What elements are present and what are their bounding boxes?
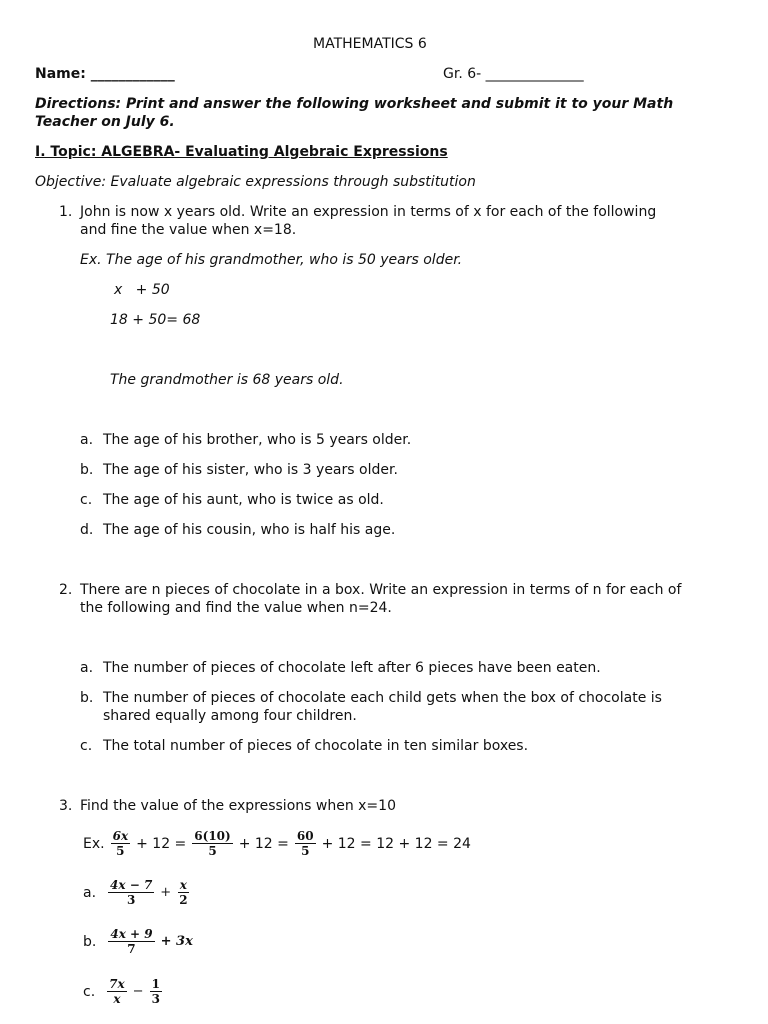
name-field-label: Name: ____________ <box>35 66 175 82</box>
q1-item-text: The age of his cousin, who is half his age. <box>103 522 396 538</box>
math-operator: − <box>132 984 144 999</box>
q1-item-letter: c. <box>80 492 93 508</box>
math-tail-text: + 3x <box>160 934 193 949</box>
fraction-numerator: 60 <box>296 829 314 843</box>
question-1-line-2: and fine the value when x=18. <box>80 222 297 238</box>
q1-item-text: The age of his aunt, who is twice as old. <box>103 492 384 508</box>
fraction-denominator: 5 <box>116 844 125 858</box>
q3-item-a-row <box>83 878 192 907</box>
question-1-example: Ex. The age of his grandmother, who is 50 years older. <box>80 252 463 268</box>
fraction-denominator: 5 <box>208 844 217 858</box>
q1-item-letter: d. <box>80 522 94 538</box>
q3-item-c-row <box>83 977 164 1006</box>
fraction-numerator: x <box>179 878 187 892</box>
q3-example-label: Ex. <box>83 835 105 852</box>
math-result-text: + 12 = 12 + 12 = 24 <box>321 835 471 852</box>
grade-field-label: Gr. 6- ______________ <box>443 66 584 82</box>
fraction <box>150 977 162 1006</box>
q3-item-b-row <box>83 927 193 956</box>
fraction-denominator: 7 <box>127 942 136 956</box>
fraction <box>111 829 131 858</box>
fraction-numerator: 4x − 7 <box>110 878 153 892</box>
math-operator-text: + 12 = <box>136 835 187 852</box>
q2-item-text-continued: shared equally among four children. <box>103 708 357 724</box>
topic-heading: I. Topic: ALGEBRA- Evaluating Algebraic Expressions <box>35 144 448 160</box>
fraction-denominator: 3 <box>151 992 160 1006</box>
question-2-line-2: the following and find the value when n=24. <box>80 600 392 616</box>
q3-item-letter: b. <box>83 933 97 950</box>
fraction <box>177 878 189 907</box>
directions-line-1: Directions: Print and answer the following worksheet and submit it to your Math <box>35 96 674 112</box>
question-1-example-expression: x + 50 <box>114 282 170 298</box>
math-operator-text: + 12 = <box>238 835 289 852</box>
fraction <box>108 927 154 956</box>
q2-item-letter: b. <box>80 690 94 706</box>
fraction-denominator: 5 <box>301 844 310 858</box>
q3-item-letter: c. <box>83 983 96 1000</box>
question-1-number: 1. <box>59 204 73 220</box>
q1-item-text: The age of his brother, who is 5 years older. <box>103 432 412 448</box>
fraction <box>107 977 127 1006</box>
question-1-example-answer: The grandmother is 68 years old. <box>110 372 344 388</box>
fraction-numerator: 6(10) <box>194 829 231 843</box>
question-2-line-1: There are n pieces of chocolate in a box. Write an expression in terms of n for each of <box>80 582 682 598</box>
fraction-denominator: x <box>113 992 121 1006</box>
fraction-numerator: 6x <box>112 829 129 843</box>
question-1-example-calculation: 18 + 50= 68 <box>110 312 201 328</box>
fraction-denominator: 3 <box>126 893 136 907</box>
q2-item-text: The number of pieces of chocolate left after 6 pieces have been eaten. <box>103 660 601 676</box>
fraction <box>108 878 154 907</box>
question-3-line-1: Find the value of the expressions when x=10 <box>80 798 396 814</box>
q1-item-letter: b. <box>80 462 94 478</box>
q2-item-letter: c. <box>80 738 93 754</box>
fraction-numerator: 1 <box>151 977 160 991</box>
directions-line-2: Teacher on July 6. <box>35 114 175 130</box>
q1-item-text: The age of his sister, who is 3 years older. <box>103 462 398 478</box>
fraction-numerator: 4x + 9 <box>110 927 153 941</box>
question-1-line-1: John is now x years old. Write an expression in terms of x for each of the following <box>80 204 657 220</box>
q2-item-text: The number of pieces of chocolate each child gets when the box of chocolate is <box>103 690 662 706</box>
fraction <box>192 829 232 858</box>
q3-item-letter: a. <box>83 884 97 901</box>
q2-item-letter: a. <box>80 660 94 676</box>
fraction-denominator: 2 <box>179 893 188 907</box>
math-operator: + <box>160 885 172 900</box>
q1-item-letter: a. <box>80 432 94 448</box>
q3-example-row <box>83 829 471 858</box>
fraction <box>295 829 316 858</box>
fraction-numerator: 7x <box>109 977 125 991</box>
q2-item-text: The total number of pieces of chocolate in ten similar boxes. <box>103 738 529 754</box>
question-2-number: 2. <box>59 582 73 598</box>
objective-text: Objective: Evaluate algebraic expressions through substitution <box>35 174 476 190</box>
page-title: MATHEMATICS 6 <box>313 36 427 52</box>
question-3-number: 3. <box>59 798 73 814</box>
